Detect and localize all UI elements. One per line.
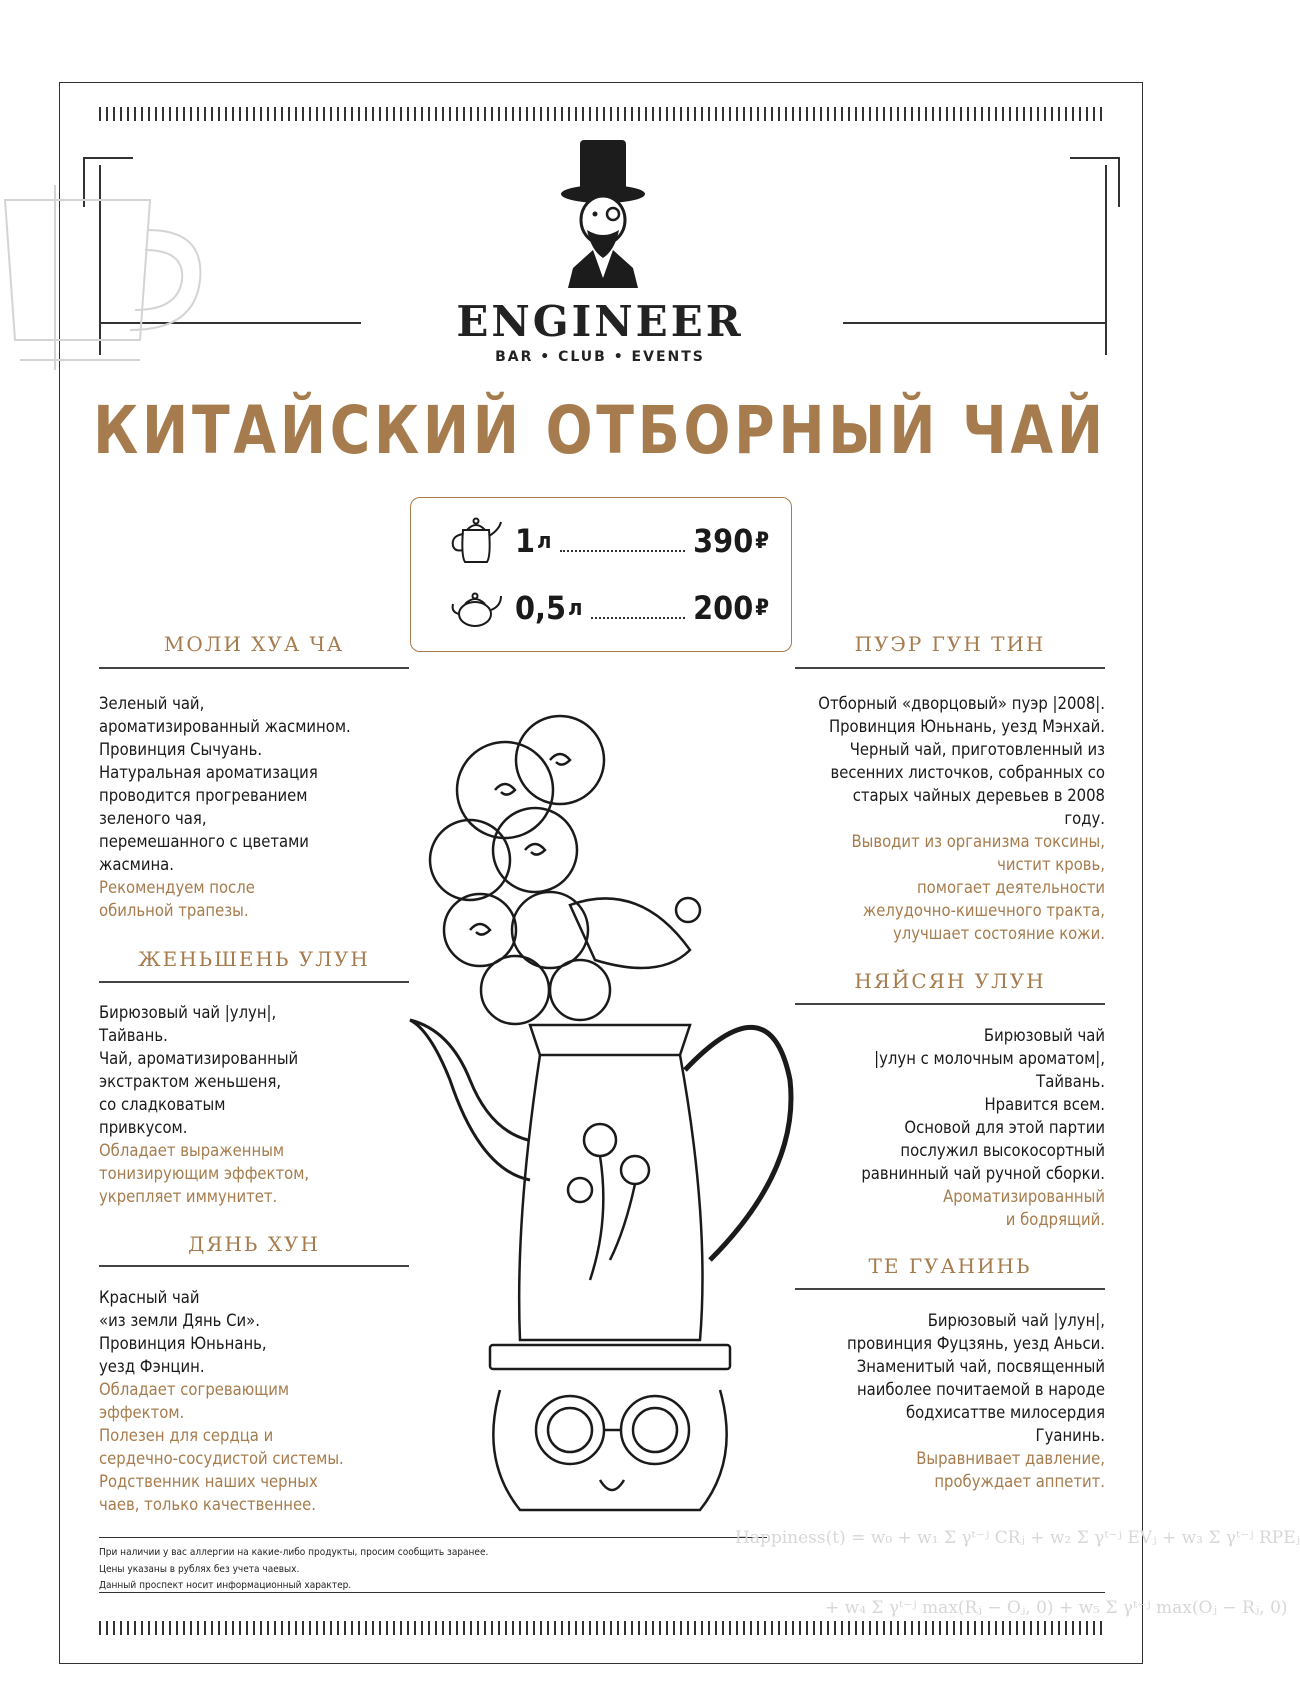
desc-highlight-line: улучшает состояние кожи. <box>892 924 1105 943</box>
footer-rule-top <box>99 1537 767 1538</box>
section-rule <box>99 981 409 983</box>
desc-highlight-line: пробуждает аппетит. <box>934 1472 1105 1491</box>
price-leader-dots <box>591 617 686 619</box>
section-rule <box>795 1288 1105 1290</box>
desc-line: со сладковатым <box>99 1095 226 1114</box>
desc-line: Отборный «дворцовый» пуэр |2008|. <box>818 694 1105 713</box>
tea-description-moli-hua-cha <box>99 692 409 922</box>
tea-name-zhenshen-ulun: ЖЕНЬШЕНЬ УЛУН <box>138 947 370 971</box>
price-row <box>449 583 769 633</box>
section-rule <box>795 1003 1105 1005</box>
desc-highlight-line: чаев, только качественнее. <box>99 1495 316 1514</box>
desc-highlight-line: Родственник наших черных <box>99 1472 318 1491</box>
teapot-large-icon <box>449 516 503 566</box>
desc-line: уезд Фэнцин. <box>99 1357 205 1376</box>
brand-tagline: BAR • CLUB • EVENTS <box>495 349 705 365</box>
desc-highlight-line: обильной трапезы. <box>99 901 249 920</box>
price-unit: л <box>537 528 552 554</box>
section-rule <box>99 667 409 669</box>
section-rule <box>795 667 1105 669</box>
desc-highlight-line: Выравнивает давление, <box>916 1449 1105 1468</box>
desc-line: Провинция Юньнань, уезд Мэнхай. <box>828 717 1105 736</box>
desc-line: году. <box>1064 809 1105 828</box>
desc-line: привкусом. <box>99 1118 188 1137</box>
desc-line: Бирюзовый чай |улун|, <box>927 1311 1105 1330</box>
desc-line: Тайвань. <box>1036 1072 1105 1091</box>
desc-line: Знаменитый чай, посвященный <box>856 1357 1105 1376</box>
price-amount: 390 <box>693 522 754 560</box>
desc-line: проводится прогреванием <box>99 786 308 805</box>
desc-line: Нравится всем. <box>984 1095 1105 1114</box>
tea-description-zhenshen-ulun <box>99 1001 409 1208</box>
footer-note: При наличии у вас аллергии на какие-либо продукты, просим сообщить заранее. <box>99 1547 489 1558</box>
desc-line: Основой для этой партии <box>904 1118 1105 1137</box>
desc-highlight-line: и бодрящий. <box>1005 1210 1105 1229</box>
watermark-formula: Happiness(t) = w₀ + w₁ Σ γᵗ⁻ʲ CRⱼ + w₂ Σ γᵗ⁻ʲ EVⱼ + w₃ Σ γᵗ⁻ʲ RPEⱼ <box>735 1528 1300 1548</box>
price-leader-dots <box>560 550 686 552</box>
price-unit: л <box>568 595 583 621</box>
tea-name-te-guanin: ТЕ ГУАНИНЬ <box>868 1254 1032 1278</box>
desc-highlight-line: желудочно-кишечного тракта, <box>862 901 1105 920</box>
kettle-illustration <box>410 700 800 1530</box>
footer-rule-bottom <box>99 1592 1105 1593</box>
tea-description-dyan-hun <box>99 1286 409 1516</box>
desc-line: экстрактом женьшеня, <box>99 1072 282 1091</box>
desc-line: старых чайных деревьев в 2008 <box>852 786 1105 805</box>
desc-line: Черный чай, приготовленный из <box>849 740 1105 759</box>
bottom-tick-border <box>99 1621 1105 1635</box>
desc-line: перемешанного с цветами <box>99 832 309 851</box>
desc-line: бодхисаттве милосердия <box>905 1403 1105 1422</box>
price-amount: 200 <box>693 589 754 627</box>
price-box <box>410 497 792 652</box>
desc-line: ароматизированный жасмином. <box>99 717 351 736</box>
desc-line: «из земли Дянь Си». <box>99 1311 260 1330</box>
engineer-logo-icon <box>553 138 653 288</box>
desc-line: зеленого чая, <box>99 809 207 828</box>
desc-highlight-line: Обладает выраженным <box>99 1141 285 1160</box>
desc-line: Натуральная ароматизация <box>99 763 318 782</box>
price-volume: 0,5 <box>515 589 566 627</box>
top-tick-border <box>99 107 1105 121</box>
desc-line: Бирюзовый чай |улун|, <box>99 1003 277 1022</box>
footer-notes <box>99 1545 488 1595</box>
desc-line: равнинный чай ручной сборки. <box>861 1164 1105 1183</box>
tea-name-puer-gun-tin: ПУЭР ГУН ТИН <box>854 632 1046 656</box>
desc-line: |улун с молочным ароматом|, <box>874 1049 1105 1068</box>
desc-highlight-line: тонизирующим эффектом, <box>99 1164 310 1183</box>
desc-highlight-line: Полезен для сердца и <box>99 1426 274 1445</box>
tea-description-nyaisyan-ulun <box>755 1024 1105 1231</box>
teapot-small-icon <box>449 586 503 630</box>
price-currency: ₽ <box>755 595 769 621</box>
desc-line: Тайвань. <box>99 1026 168 1045</box>
tea-name-dyan-hun: ДЯНЬ ХУН <box>188 1232 320 1256</box>
desc-line: послужил высокосортный <box>900 1141 1105 1160</box>
desc-line: весенних листочков, собранных со <box>830 763 1105 782</box>
desc-line: жасмина. <box>99 855 174 874</box>
price-row <box>449 516 769 566</box>
desc-highlight-line: эффектом. <box>99 1403 185 1422</box>
desc-highlight-line: Рекомендуем после <box>99 878 255 897</box>
desc-line: Красный чай <box>99 1288 200 1307</box>
footer-note: Цены указаны в рублях без учета чаевых. <box>99 1563 300 1575</box>
price-volume: 1 <box>515 522 536 560</box>
page-title: КИТАЙСКИЙ ОТБОРНЫЙ ЧАЙ <box>93 392 1107 469</box>
watermark-formula: + w₄ Σ γᵗ⁻ʲ max(Rⱼ − Oⱼ, 0) + w₅ Σ γᵗ⁻ʲ max(Oⱼ − Rⱼ, 0) <box>825 1598 1288 1618</box>
tea-description-puer-gun-tin <box>755 692 1105 945</box>
desc-line: Чай, ароматизированный <box>99 1049 299 1068</box>
corner-bracket-top-right <box>1070 157 1120 207</box>
desc-line: Провинция Сычуань. <box>99 740 263 759</box>
desc-line: Бирюзовый чай <box>983 1026 1105 1045</box>
desc-highlight-line: чистит кровь, <box>997 855 1105 874</box>
desc-line: провинция Фуцзянь, уезд Аньси. <box>847 1334 1105 1353</box>
desc-highlight-line: Обладает согревающим <box>99 1380 290 1399</box>
desc-highlight-line: Ароматизированный <box>943 1187 1105 1206</box>
desc-line: наиболее почитаемой в народе <box>856 1380 1105 1399</box>
footer-note: Данный проспект носит информационный характер. <box>99 1580 352 1591</box>
tea-name-nyaisyan-ulun: НЯЙСЯН УЛУН <box>854 969 1046 993</box>
desc-highlight-line: сердечно-сосудистой системы. <box>99 1449 344 1468</box>
price-currency: ₽ <box>755 528 769 554</box>
tea-description-te-guanin <box>755 1309 1105 1493</box>
desc-highlight-line: помогает деятельности <box>916 878 1105 897</box>
brand-name: ENGINEER <box>456 297 744 346</box>
desc-line: Гуанинь. <box>1035 1426 1105 1445</box>
section-rule <box>99 1265 409 1267</box>
desc-highlight-line: Выводит из организма токсины, <box>851 832 1105 851</box>
desc-line: Провинция Юньнань, <box>99 1334 267 1353</box>
desc-highlight-line: укрепляет иммунитет. <box>99 1187 278 1206</box>
desc-line: Зеленый чай, <box>99 694 205 713</box>
tea-name-moli-hua-cha: МОЛИ ХУА ЧА <box>163 632 345 656</box>
